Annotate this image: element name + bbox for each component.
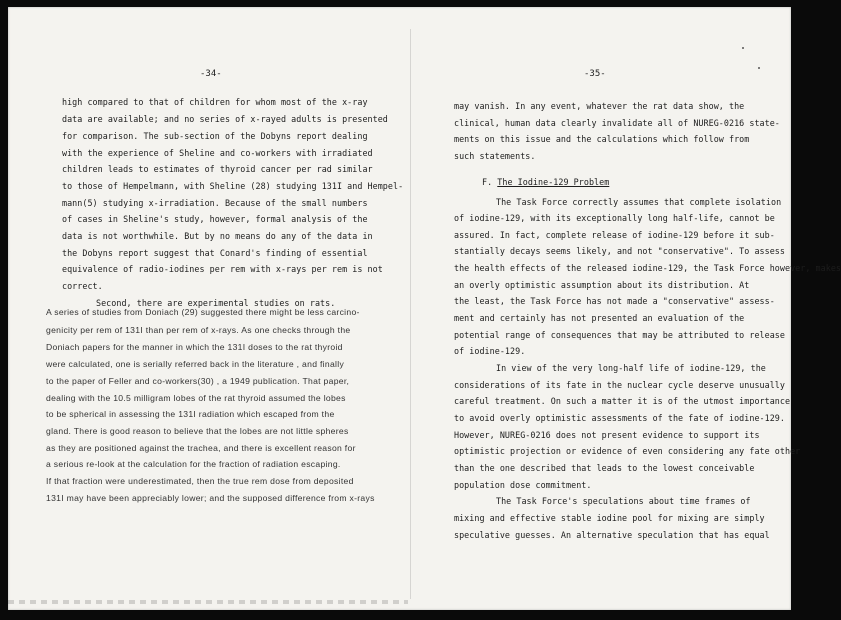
body-text-line: of iodine-129.	[454, 346, 526, 356]
body-text-line: careful treatment. On such a matter it is of the utmost importance	[454, 396, 791, 406]
body-text-line: population dose commitment.	[454, 480, 592, 490]
body-text-line: assured. In fact, complete release of iodine-129 before it sub-	[454, 230, 775, 240]
body-text-line: equivalence of radio-iodines per rem with x-rays per rem is not	[62, 264, 383, 274]
body-text-line: such statements.	[454, 151, 536, 161]
page-number-right: -35-	[584, 69, 606, 79]
body-text-line: In view of the very long-half life of iodine-129, the	[496, 363, 766, 373]
body-text-line: to avoid overly optimistic assessments of the fate of iodine-129.	[454, 413, 785, 423]
body-text-line: correct.	[62, 281, 103, 291]
inserted-text-line: to be spherical in assessing the 131I radiation which escaped from the	[46, 409, 335, 419]
body-text-line: mixing and effective stable iodine pool for mixing are simply	[454, 513, 765, 523]
page-fold-divider	[410, 29, 411, 599]
body-text-line: may vanish. In any event, whatever the rat data show, the	[454, 101, 745, 111]
body-text-line: considerations of its fate in the nuclear cycle deserve unusually	[454, 380, 785, 390]
body-text-line: the least, the Task Force has not made a "conservative" assess-	[454, 296, 775, 306]
body-text-line: data are available; and no series of x-rayed adults is presented	[62, 114, 388, 124]
body-text-line: to those of Hempelmann, with Sheline (28) studying 131I and Hempel-	[62, 181, 404, 191]
section-heading	[482, 177, 609, 187]
scan-speck	[742, 47, 744, 49]
inserted-text-line: were calculated, one is serially referred back in the literature , and finally	[46, 359, 345, 369]
inserted-text-line: a serious re-look at the calculation for the fraction of radiation escaping.	[46, 459, 341, 469]
inserted-text-line: dealing with the 10.5 milligram lobes of the rat thyroid assumed the lobes	[46, 393, 346, 403]
inserted-text-line: 131I may have been appreciably lower; and the supposed difference from x-rays	[46, 493, 375, 503]
body-text-line: stantially decays seems likely, and not "conservative". To assess	[454, 246, 785, 256]
section-title: The Iodine-129 Problem	[497, 177, 610, 187]
section-label: F.	[482, 177, 498, 187]
body-text-line: an overly optimistic assumption about its distribution. At	[454, 280, 750, 290]
body-text-line: ments on this issue and the calculations which follow from	[454, 134, 750, 144]
scan-speck	[758, 67, 760, 69]
body-text-line: than the one described that leads to the lowest conceivable	[454, 463, 755, 473]
body-text-line: The Task Force correctly assumes that complete isolation	[496, 197, 782, 207]
body-text-line: optimistic projection or evidence of even considering any fate other	[454, 446, 801, 456]
body-text-line: However, NUREG-0216 does not present evidence to support its	[454, 430, 760, 440]
inserted-text-line: A series of studies from Doniach (29) suggested there might be less carcino-	[46, 307, 360, 317]
body-text-line: Second, there are experimental studies on rats.	[96, 298, 336, 308]
inserted-text-line: as they are positioned against the trachea, and there is excellent reason for	[46, 443, 356, 453]
body-text-line: children leads to estimates of thyroid cancer per rad similar	[62, 164, 373, 174]
inserted-text-line: gland. There is good reason to believe that the lobes are not little spheres	[46, 426, 349, 436]
body-text-line: speculative guesses. An alternative speculation that has equal	[454, 530, 770, 540]
body-text-line: clinical, human data clearly invalidate all of NUREG-0216 state-	[454, 118, 780, 128]
body-text-line: ment and certainly has not presented an evaluation of the	[454, 313, 745, 323]
body-text-line: The Task Force's speculations about time frames of	[496, 496, 751, 506]
body-text-line: potential range of consequences that may be attributed to release	[454, 330, 785, 340]
body-text-line: mann(5) studying x-irradiation. Because of the small numbers	[62, 198, 368, 208]
body-text-line: with the experience of Sheline and co-workers with irradiated	[62, 148, 373, 158]
body-text-line: data is not worthwhile. But by no means do any of the data in	[62, 231, 373, 241]
scan-artifact	[8, 600, 408, 604]
inserted-text-line: Doniach papers for the manner in which the 131I doses to the rat thyroid	[46, 342, 343, 352]
body-text-line: of iodine-129, with its exceptionally long half-life, cannot be	[454, 213, 775, 223]
page-number-left: -34-	[200, 69, 222, 79]
body-text-line: the health effects of the released iodine-129, the Task Force however, makes	[454, 263, 841, 273]
body-text-line: for comparison. The sub-section of the Dobyns report dealing	[62, 131, 368, 141]
inserted-text-line: genicity per rem of 131I than per rem of x-rays. As one checks through the	[46, 325, 351, 335]
document-sheet	[8, 7, 841, 610]
body-text-line: high compared to that of children for whom most of the x-ray	[62, 97, 368, 107]
inserted-text-line: If that fraction were underestimated, then the true rem dose from deposited	[46, 476, 354, 486]
body-text-line: the Dobyns report suggest that Conard's finding of essential	[62, 248, 368, 258]
inserted-text-line: to the paper of Feller and co-workers(30) , a 1949 publication. That paper,	[46, 376, 350, 386]
body-text-line: of cases in Sheline's study, however, formal analysis of the	[62, 214, 368, 224]
